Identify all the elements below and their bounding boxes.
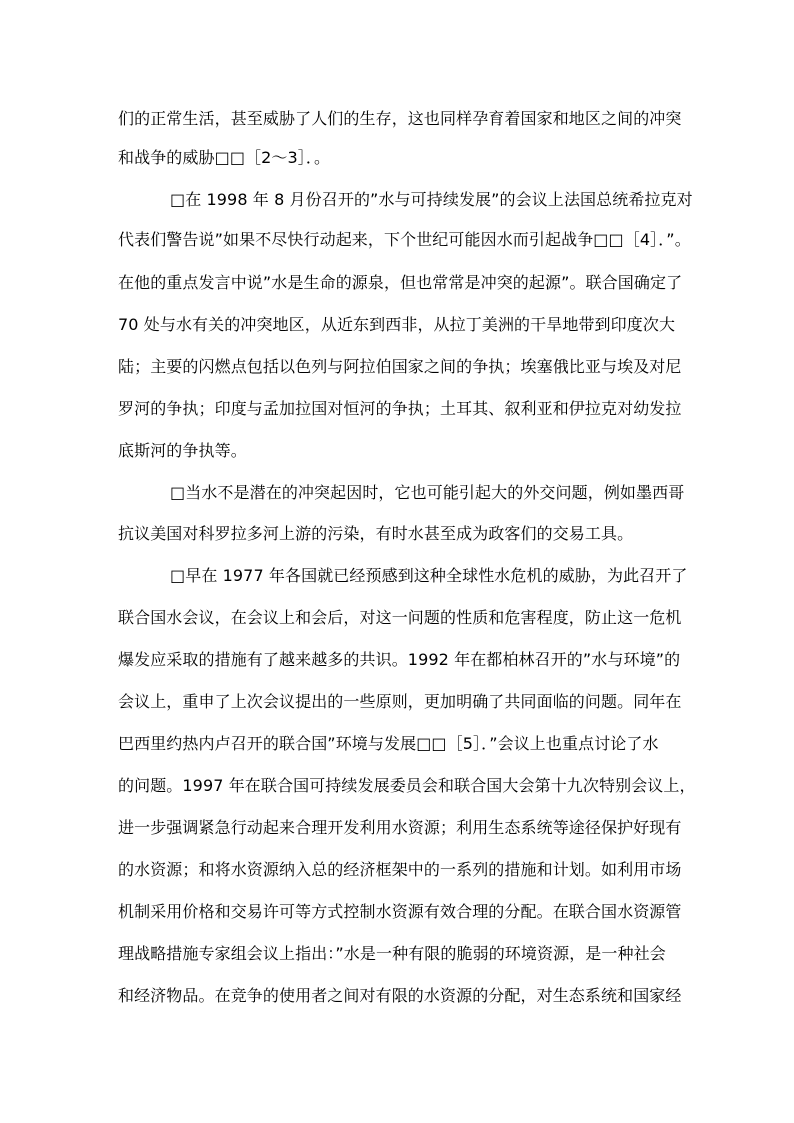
- text-line: 巴西里约热内卢召开的联合国”环境与发展□□［5］．”会议上也重点讨论了水: [118, 734, 659, 753]
- text-line: 抗议美国对科罗拉多河上游的污染，有时水甚至成为政客们的交易工具。: [118, 524, 634, 543]
- text-line: 会议上，重申了上次会议提出的一些原则，更加明确了共同面临的问题。同年在: [118, 692, 682, 711]
- text-line: 们的正常生活，甚至威胁了人们的生存，这也同样孕育着国家和地区之间的冲突: [118, 109, 682, 128]
- paragraph-start-line: □在 1998 年 8 月份召开的”水与可持续发展”的会议上法国总统希拉克对: [170, 190, 693, 209]
- text-line: 的水资源；和将水资源纳入总的经济框架中的一系列的措施和计划。如利用市场: [118, 860, 682, 879]
- text-line: 底斯河的争执等。: [118, 441, 247, 460]
- text-line: 机制采用价格和交易许可等方式控制水资源有效合理的分配。在联合国水资源管: [118, 902, 682, 921]
- text-line: 的问题。1997 年在联合国可持续发展委员会和联合国大会第十九次特别会议上，: [118, 776, 696, 795]
- text-line: 爆发应采取的措施有了越来越多的共识。1992 年在都柏林召开的”水与环境”的: [118, 650, 681, 669]
- text-line: 联合国水会议，在会议上和会后，对这一问题的性质和危害程度，防止这一危机: [118, 608, 682, 627]
- text-line: 和经济物品。在竞争的使用者之间对有限的水资源的分配，对生态系统和国家经: [118, 986, 682, 1005]
- text-line: 理战略措施专家组会议上指出：”水是一种有限的脆弱的环境资源，是一种社会: [118, 944, 666, 963]
- paragraph-start-line: □当水不是潜在的冲突起因时，它也可能引起大的外交问题，例如墨西哥: [170, 483, 685, 502]
- text-line: 代表们警告说”如果不尽快行动起来，下个世纪可能因水而引起战争□□［4］．”。: [118, 230, 691, 249]
- text-line: 进一步强调紧急行动起来合理开发利用水资源；利用生态系统等途径保护好现有: [118, 818, 682, 837]
- text-line: 和战争的威胁□□［2～3］．。: [118, 148, 331, 167]
- text-line: 在他的重点发言中说”水是生命的源泉，但也常常是冲突的起源”。联合国确定了: [118, 273, 683, 292]
- text-line: 70 处与水有关的冲突地区，从近东到西非，从拉丁美洲的干旱地带到印度次大: [118, 315, 676, 334]
- paragraph-start-line: □早在 1977 年各国就已经预感到这种全球性水危机的威胁，为此召开了: [170, 566, 688, 585]
- text-line: 罗河的争执；印度与孟加拉国对恒河的争执；土耳其、叙利亚和伊拉克对幼发拉: [118, 399, 682, 418]
- text-line: 陆；主要的闪燃点包括以色列与阿拉伯国家之间的争执；埃塞俄比亚与埃及对尼: [118, 357, 682, 376]
